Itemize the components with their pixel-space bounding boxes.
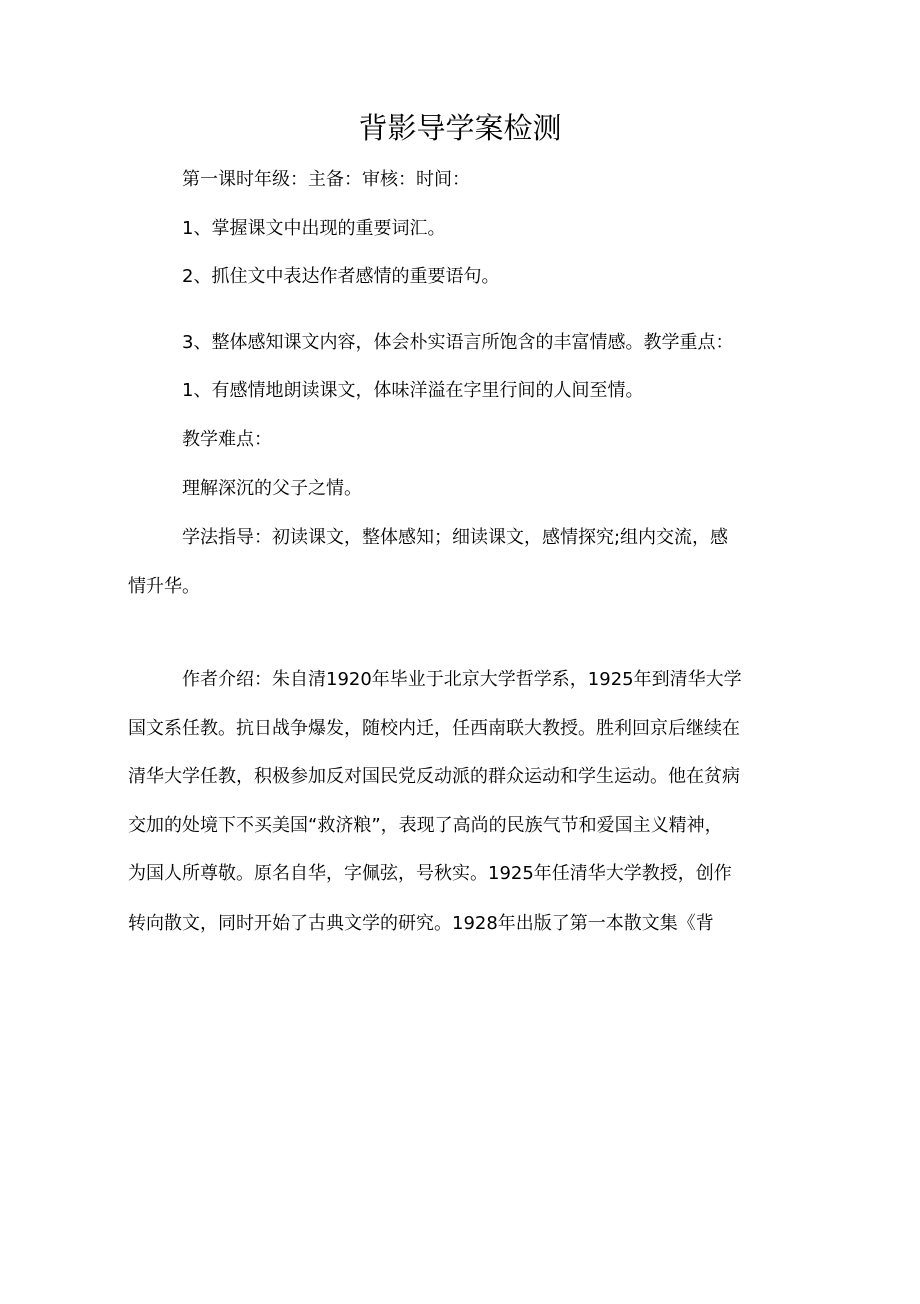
author-line-1: 作者介绍：朱自清1920年毕业于北京大学哲学系，1925年到清华大学 [182, 669, 742, 690]
key-point: 1、有感情地朗读课文，体味洋溢在字里行间的人间至情。 [182, 380, 644, 401]
objective-1: 1、掌握课文中出现的重要词汇。 [182, 218, 446, 239]
method-line-2: 情升华。 [128, 576, 200, 597]
objective-2: 2、抓住文中表达作者感情的重要语句。 [182, 266, 500, 287]
difficulty-heading: 教学难点： [182, 429, 272, 450]
objective-3: 3、整体感知课文内容，体会朴实语言所饱含的丰富情感。教学重点： [182, 332, 734, 353]
author-line-6: 转向散文，同时开始了古典文学的研究。1928年出版了第一本散文集《背 [128, 913, 714, 934]
page-title: 背影导学案检测 [358, 111, 562, 145]
difficulty-text: 理解深沉的父子之情。 [182, 478, 362, 499]
author-line-5: 为国人所尊敬。原名自华，字佩弦，号秋实。1925年任清华大学教授，创作 [128, 863, 732, 884]
author-line-4: 交加的处境下不买美国“救济粮”，表现了高尚的民族气节和爱国主义精神， [128, 815, 723, 836]
meta-line: 第一课时年级：主备：审核：时间： [182, 169, 470, 190]
author-line-3: 清华大学任教，积极参加反对国民党反动派的群众运动和学生运动。他在贫病 [128, 766, 740, 787]
author-line-2: 国文系任教。抗日战争爆发，随校内迁，任西南联大教授。胜利回京后继续在 [128, 718, 740, 739]
method-line-1: 学法指导：初读课文，整体感知；细读课文，感情探究;组内交流，感 [182, 527, 729, 548]
